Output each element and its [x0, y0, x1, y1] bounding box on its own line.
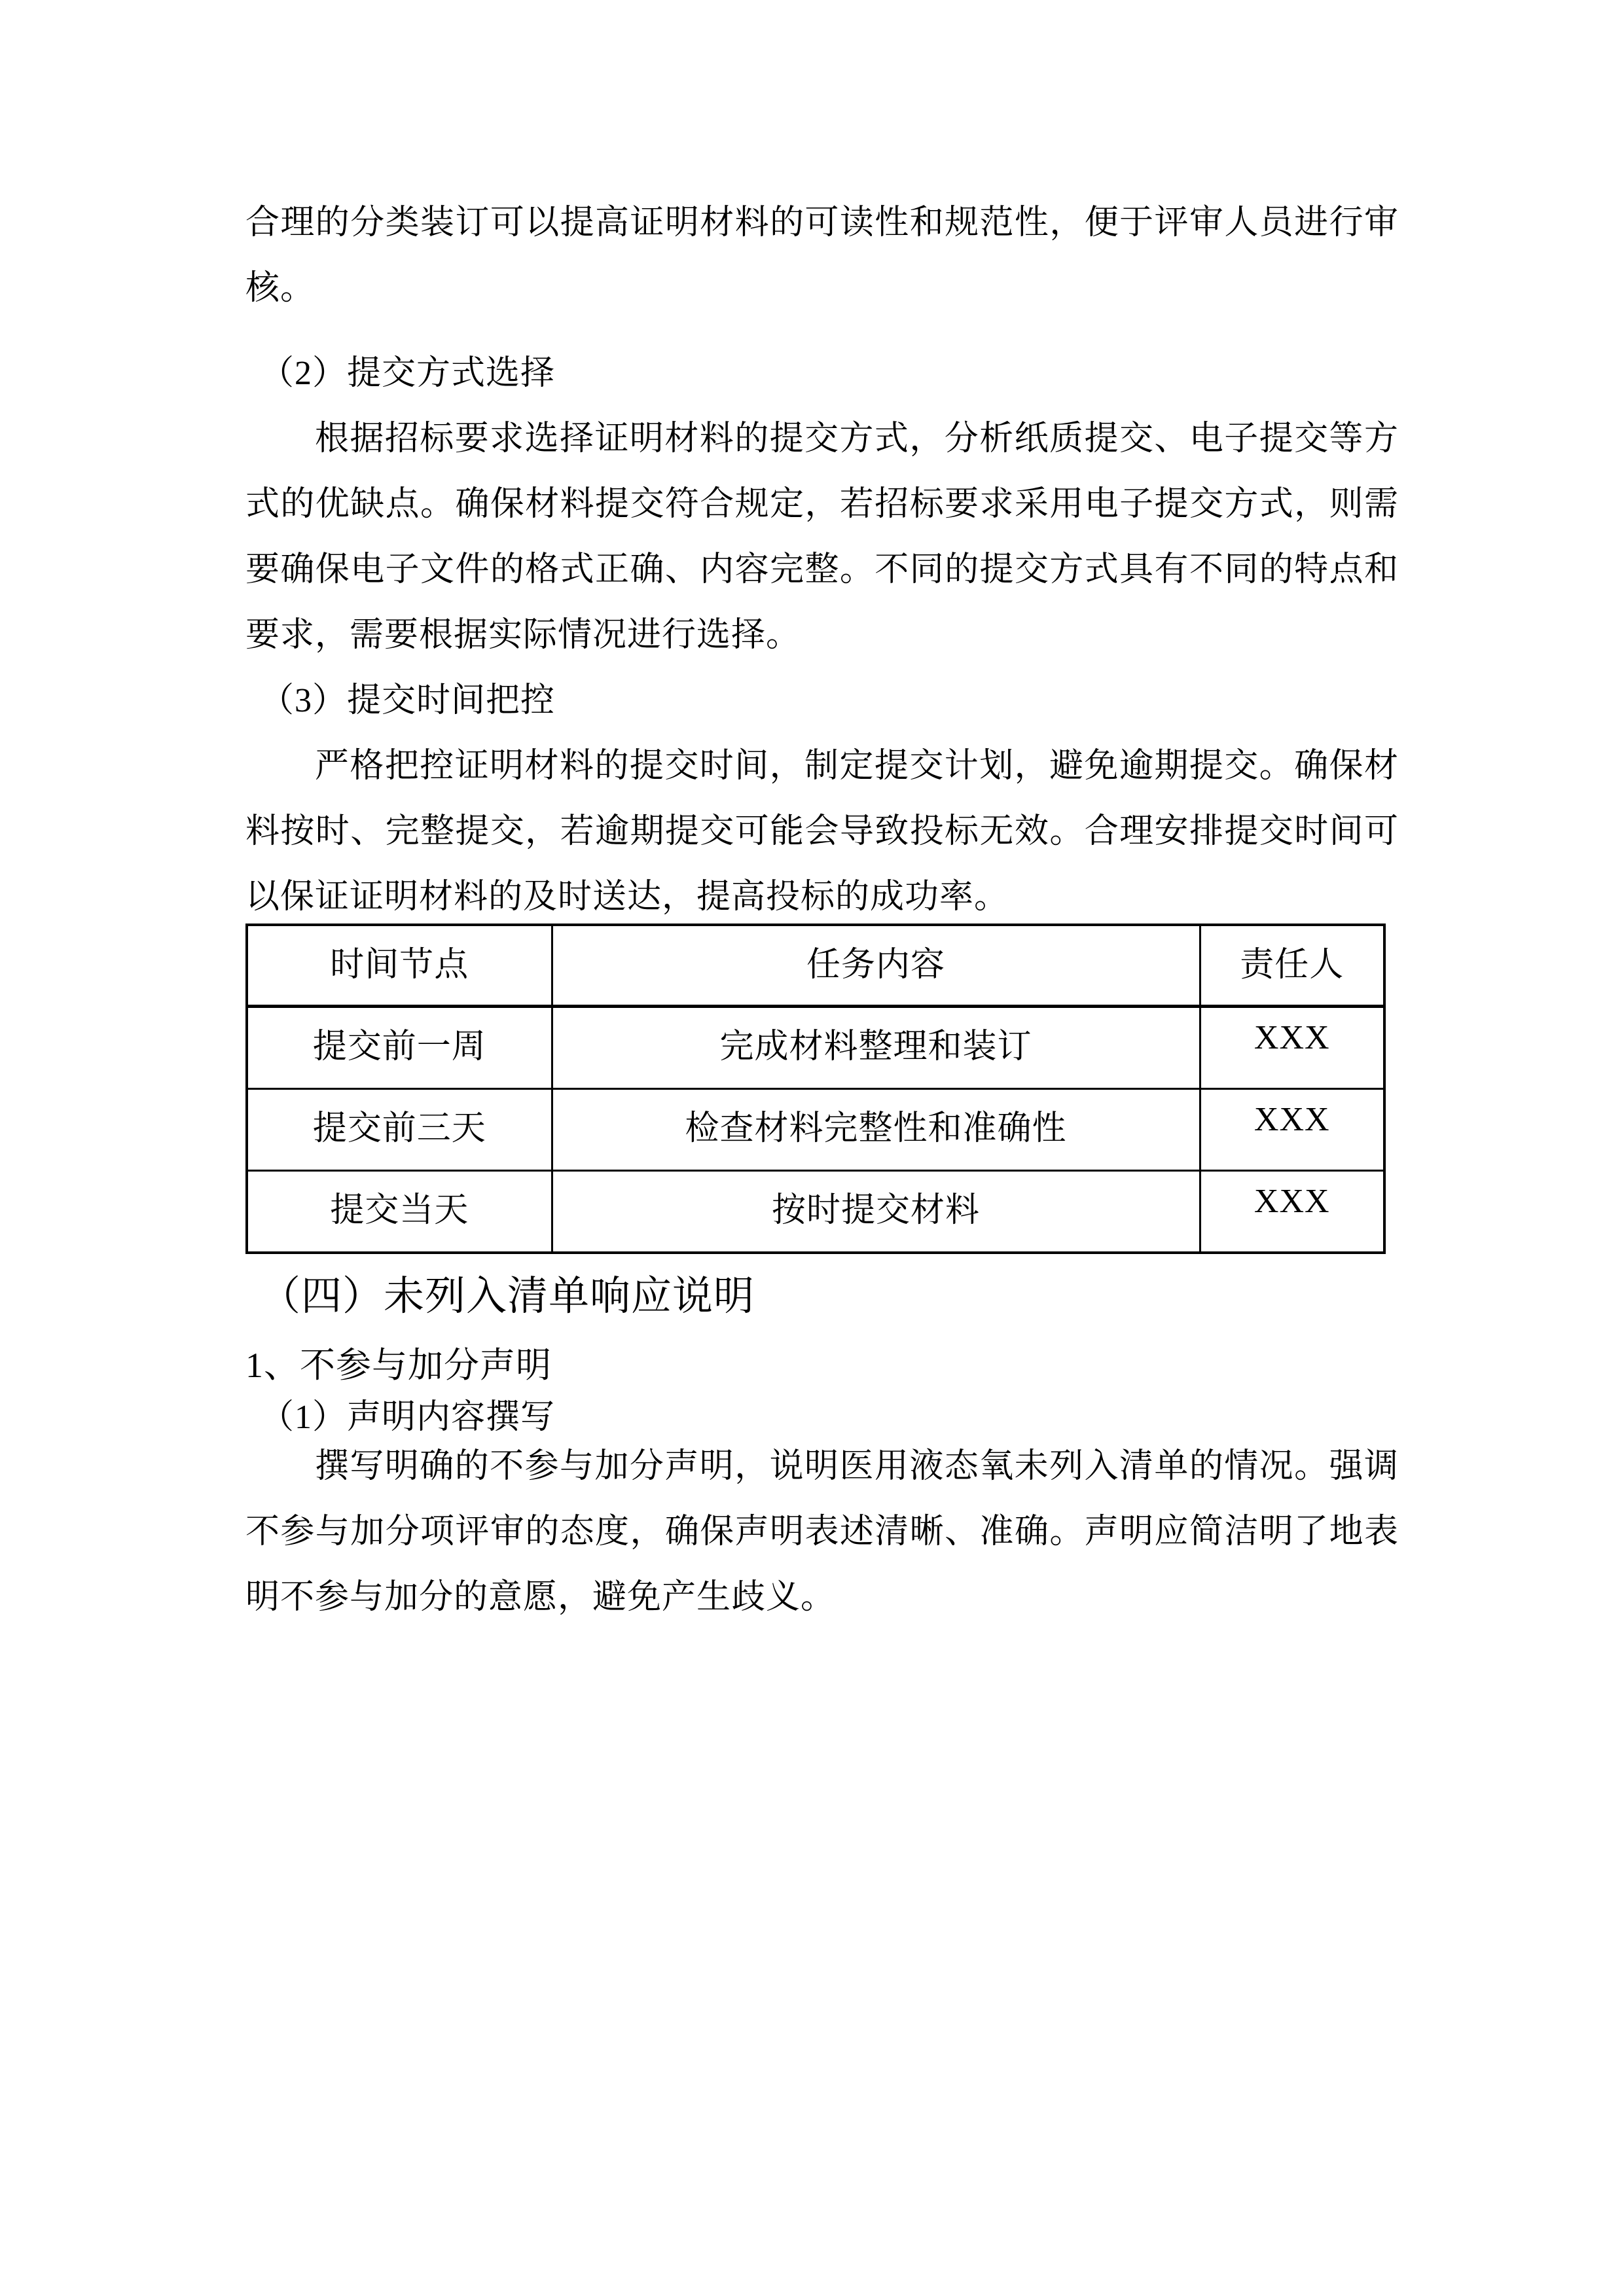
table-row: [247, 1171, 1384, 1253]
submission-timing-paragraph: 严格把控证明材料的提交时间，制定提交计划，避免逾期提交。确保材料按时、完整提交，若逾期提交可能会导致投标无效。合理安排提交时间可以保证证明材料的及时送达，提高投标的成功率。: [245, 747, 1399, 916]
submission-method-paragraph: 根据招标要求选择证明材料的提交方式，分析纸质提交、电子提交等方式的优缺点。确保材料提交符合规定，若招标要求采用电子提交方式，则需要确保电子文件的格式正确、内容完整。不同的提交方式具有不同的特点和要求，需要根据实际情况进行选择。: [245, 420, 1399, 654]
table-header-time: 时间节点: [247, 925, 552, 1007]
intro-paragraph: 合理的分类装订可以提高证明材料的可读性和规范性，便于评审人员进行审核。: [245, 204, 1399, 307]
table-header-person: 责任人: [1200, 925, 1384, 1007]
table-row: [247, 1089, 1384, 1171]
heading-declaration-writing: （1）声明内容撰写: [260, 1399, 556, 1436]
table-cell-task: 检查材料完整性和准确性: [552, 1089, 1200, 1171]
heading-unlisted-response: （四）未列入清单响应说明: [260, 1274, 755, 1319]
heading-no-bonus-declaration: 1、不参与加分声明: [245, 1346, 552, 1385]
declaration-writing-paragraph: 撰写明确的不参与加分声明，说明医用液态氧未列入清单的情况。强调不参与加分项评审的态度，确保声明表述清晰、准确。声明应简洁明了地表明不参与加分的意愿，避免产生歧义。: [245, 1448, 1399, 1616]
table-header-row: [247, 925, 1384, 1007]
schedule-table: [245, 924, 1386, 1254]
heading-submission-timing: （3）提交时间把控: [260, 682, 556, 719]
table-cell-time: 提交前三天: [247, 1089, 552, 1171]
table-cell-person: XXX: [1200, 1171, 1384, 1253]
table-cell-time: 提交前一周: [247, 1007, 552, 1089]
table-header-task: 任务内容: [552, 925, 1200, 1007]
table-row: [247, 1007, 1384, 1089]
table-cell-person: XXX: [1200, 1089, 1384, 1171]
table-cell-time: 提交当天: [247, 1171, 552, 1253]
document-body: [245, 190, 1399, 1630]
table-cell-task: 按时提交材料: [552, 1171, 1200, 1253]
table-cell-person: XXX: [1200, 1007, 1384, 1089]
table-cell-task: 完成材料整理和装订: [552, 1007, 1200, 1089]
heading-submission-method: （2）提交方式选择: [260, 355, 556, 392]
